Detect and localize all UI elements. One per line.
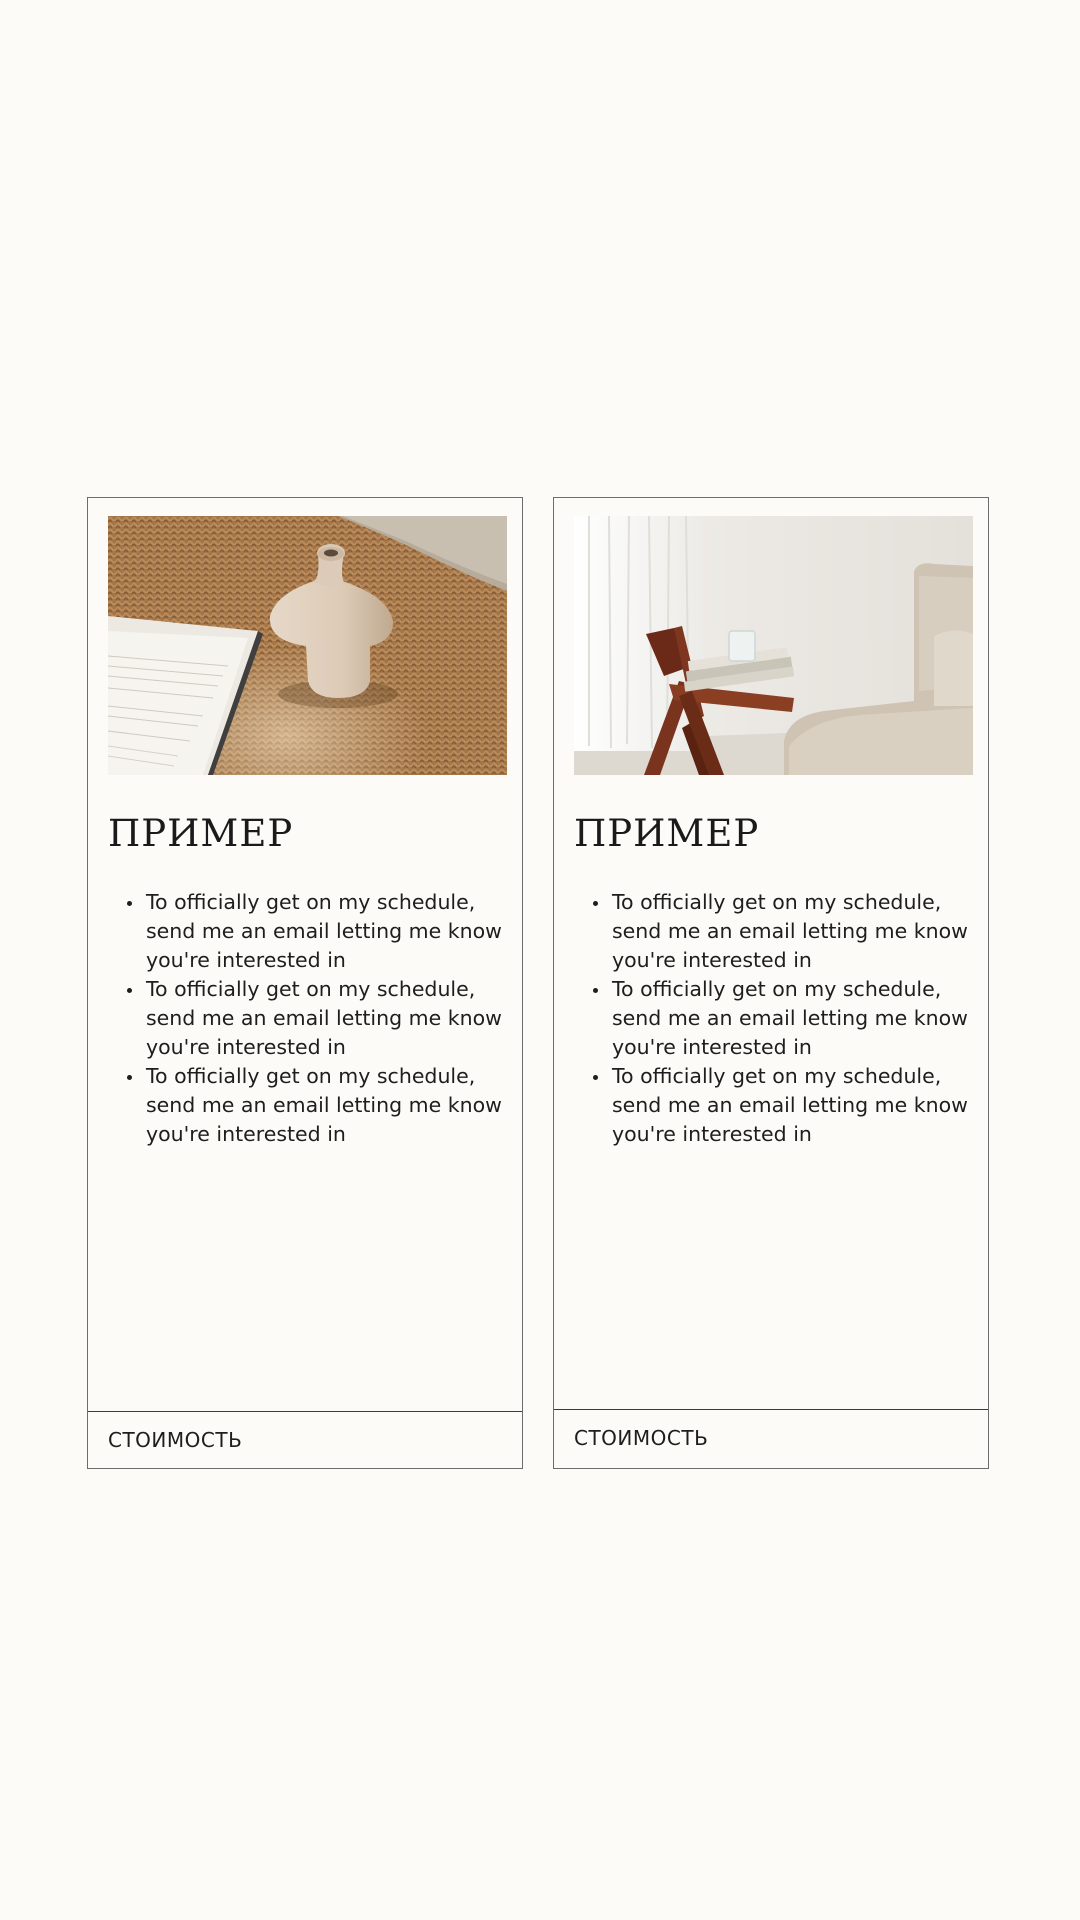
rug-vase-book-photo xyxy=(108,516,507,775)
list-item: • To officially get on my schedule, send me an email letting me know you're interested in xyxy=(610,888,970,975)
feature-list xyxy=(124,888,504,1149)
list-item: • To officially get on my schedule, send me an email letting me know you're interested in xyxy=(144,888,504,975)
service-card-2 xyxy=(553,497,989,1469)
service-card-1 xyxy=(87,497,523,1469)
list-item: • To officially get on my schedule, send me an email letting me know you're interested in xyxy=(144,1062,504,1149)
feature-list xyxy=(590,888,970,1149)
price-link[interactable]: СТОИМОСТЬ xyxy=(574,1426,709,1450)
card-title: ПРИМЕР xyxy=(108,812,294,855)
list-item: • To officially get on my schedule, send me an email letting me know you're interested in xyxy=(610,1062,970,1149)
list-item: • To officially get on my schedule, send me an email letting me know you're interested in xyxy=(610,975,970,1062)
list-item: • To officially get on my schedule, send me an email letting me know you're interested in xyxy=(144,975,504,1062)
price-divider xyxy=(88,1411,522,1412)
price-divider xyxy=(554,1409,988,1410)
card-title: ПРИМЕР xyxy=(574,812,760,855)
price-link[interactable]: СТОИМОСТЬ xyxy=(108,1428,243,1452)
chair-books-sofa-photo xyxy=(574,516,973,775)
